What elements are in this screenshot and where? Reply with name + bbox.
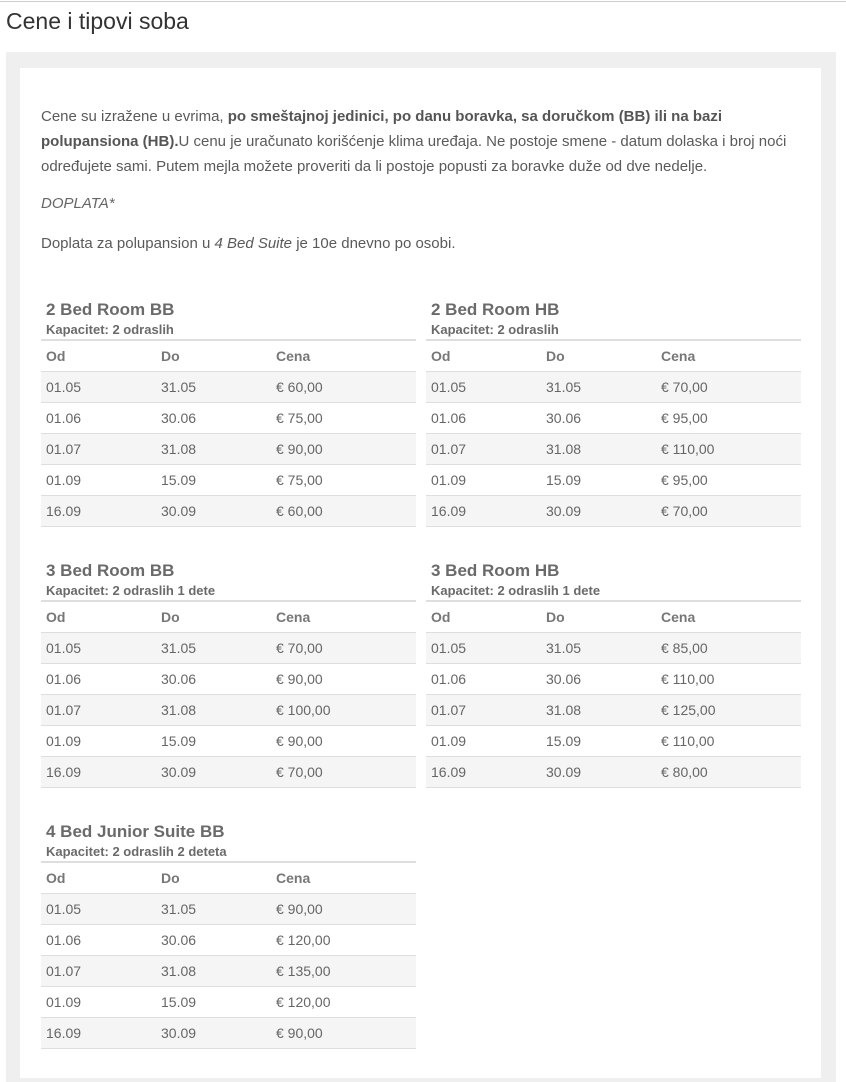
table-row	[41, 664, 416, 695]
date-to-cell: 30.06	[156, 925, 271, 956]
page-title: Cene i tipovi soba	[6, 8, 189, 34]
date-from-cell: 01.06	[41, 925, 156, 956]
column-header-to: Do	[541, 601, 656, 633]
room-block-3-bed-hb	[426, 560, 801, 788]
price-cell: € 70,00	[271, 757, 416, 788]
rates-table	[426, 600, 801, 788]
date-from-cell: 01.07	[426, 434, 541, 465]
date-to-cell: 30.09	[156, 496, 271, 527]
intro-bold: po smeštajnoj jedinici, po danu boravka, sa doručkom (BB) ili na bazi polupansiona (HB).	[41, 108, 723, 150]
date-from-cell: 01.05	[426, 633, 541, 664]
date-to-cell: 15.09	[541, 726, 656, 757]
date-to-cell: 15.09	[156, 987, 271, 1018]
table-header-row	[41, 862, 416, 894]
room-capacity: Kapacitet: 2 odraslih 1 dete	[431, 583, 601, 598]
date-from-cell: 01.09	[41, 987, 156, 1018]
room-name: 2 Bed Room BB	[46, 300, 175, 319]
price-cell: € 135,00	[271, 956, 416, 987]
table-row	[41, 372, 416, 403]
top-divider	[0, 1, 846, 2]
price-cell: € 90,00	[271, 434, 416, 465]
date-from-cell: 01.06	[41, 664, 156, 695]
table-row	[426, 726, 801, 757]
room-capacity: Kapacitet: 2 odraslih 1 dete	[46, 583, 216, 598]
column-header-from: Od	[426, 340, 541, 372]
doplata-text	[41, 235, 456, 252]
table-row	[426, 372, 801, 403]
date-to-cell: 30.06	[541, 403, 656, 434]
table-row	[41, 757, 416, 788]
doplata-heading: DOPLATA*	[41, 195, 115, 212]
date-to-cell: 31.05	[156, 372, 271, 403]
date-to-cell: 31.05	[156, 894, 271, 925]
date-from-cell: 01.05	[41, 894, 156, 925]
room-name: 3 Bed Room HB	[431, 561, 560, 580]
date-from-cell: 01.07	[41, 434, 156, 465]
room-block-4-bed-junior-suite-bb	[41, 821, 416, 1049]
column-header-price: Cena	[271, 601, 416, 633]
rates-table	[41, 600, 416, 788]
price-cell: € 100,00	[271, 695, 416, 726]
rates-table	[41, 339, 416, 527]
column-header-from: Od	[426, 601, 541, 633]
date-to-cell: 30.06	[156, 664, 271, 695]
date-from-cell: 01.09	[41, 465, 156, 496]
table-row	[426, 403, 801, 434]
price-cell: € 80,00	[656, 757, 801, 788]
doplata-before: Doplata za polupansion u	[41, 235, 215, 252]
table-row	[41, 925, 416, 956]
date-to-cell: 30.06	[156, 403, 271, 434]
date-from-cell: 01.07	[41, 956, 156, 987]
date-to-cell: 31.05	[541, 633, 656, 664]
table-row	[41, 633, 416, 664]
price-cell: € 120,00	[271, 925, 416, 956]
room-capacity: Kapacitet: 2 odraslih	[431, 322, 559, 337]
doplata-italic: 4 Bed Suite	[214, 235, 293, 252]
price-cell: € 95,00	[656, 465, 801, 496]
date-from-cell: 16.09	[426, 496, 541, 527]
price-cell: € 90,00	[271, 894, 416, 925]
table-row	[41, 695, 416, 726]
date-from-cell: 01.07	[41, 695, 156, 726]
date-to-cell: 30.09	[541, 496, 656, 527]
table-header-row	[41, 340, 416, 372]
date-from-cell: 16.09	[41, 1018, 156, 1049]
date-to-cell: 31.05	[541, 372, 656, 403]
table-header-row	[426, 601, 801, 633]
price-cell: € 60,00	[271, 496, 416, 527]
price-cell: € 90,00	[271, 1018, 416, 1049]
table-row	[41, 726, 416, 757]
date-from-cell: 01.09	[426, 726, 541, 757]
column-header-to: Do	[156, 340, 271, 372]
table-row	[41, 465, 416, 496]
room-block-3-bed-bb	[41, 560, 416, 788]
date-from-cell: 16.09	[41, 757, 156, 788]
intro-part2: U cenu je uračunato korišćenje klima uređaja. Ne postoje smene - datum dolaska i broj noći određujete sami. Putem mejla možete proveriti da li postoje popusti za boravke duže od dve nedelje.	[41, 133, 787, 175]
date-to-cell: 31.08	[541, 695, 656, 726]
column-header-from: Od	[41, 340, 156, 372]
date-to-cell: 31.08	[156, 695, 271, 726]
rates-table	[426, 339, 801, 527]
room-name: 4 Bed Junior Suite BB	[46, 822, 225, 841]
table-header-row	[41, 601, 416, 633]
table-row	[41, 987, 416, 1018]
table-row	[426, 465, 801, 496]
table-row	[41, 496, 416, 527]
intro-part1: Cene su izražene u evrima,	[41, 108, 228, 125]
date-to-cell: 30.09	[541, 757, 656, 788]
date-to-cell: 30.09	[156, 757, 271, 788]
price-cell: € 120,00	[271, 987, 416, 1018]
table-row	[41, 403, 416, 434]
price-cell: € 70,00	[656, 496, 801, 527]
date-from-cell: 01.06	[426, 403, 541, 434]
room-name: 2 Bed Room HB	[431, 300, 560, 319]
date-to-cell: 30.09	[156, 1018, 271, 1049]
date-from-cell: 16.09	[426, 757, 541, 788]
column-header-to: Do	[156, 601, 271, 633]
table-row	[41, 434, 416, 465]
column-header-price: Cena	[271, 340, 416, 372]
table-row	[41, 894, 416, 925]
room-name: 3 Bed Room BB	[46, 561, 175, 580]
date-from-cell: 01.06	[426, 664, 541, 695]
price-cell: € 85,00	[656, 633, 801, 664]
table-row	[426, 434, 801, 465]
table-row	[426, 633, 801, 664]
table-row	[426, 757, 801, 788]
column-header-price: Cena	[656, 340, 801, 372]
table-header-row	[426, 340, 801, 372]
price-cell: € 110,00	[656, 434, 801, 465]
table-row	[426, 496, 801, 527]
date-to-cell: 15.09	[541, 465, 656, 496]
table-row	[426, 695, 801, 726]
price-cell: € 90,00	[271, 664, 416, 695]
price-cell: € 75,00	[271, 465, 416, 496]
table-row	[41, 956, 416, 987]
room-capacity: Kapacitet: 2 odraslih 2 deteta	[46, 844, 227, 859]
room-block-2-bed-hb	[426, 299, 801, 527]
price-cell: € 90,00	[271, 726, 416, 757]
room-block-2-bed-bb	[41, 299, 416, 527]
date-from-cell: 16.09	[41, 496, 156, 527]
intro-text	[41, 104, 801, 179]
price-cell: € 75,00	[271, 403, 416, 434]
date-to-cell: 15.09	[156, 726, 271, 757]
date-to-cell: 15.09	[156, 465, 271, 496]
date-from-cell: 01.05	[41, 372, 156, 403]
date-from-cell: 01.05	[426, 372, 541, 403]
date-from-cell: 01.09	[426, 465, 541, 496]
column-header-to: Do	[156, 862, 271, 894]
price-cell: € 60,00	[271, 372, 416, 403]
price-cell: € 125,00	[656, 695, 801, 726]
table-row	[426, 664, 801, 695]
date-to-cell: 31.08	[541, 434, 656, 465]
date-from-cell: 01.06	[41, 403, 156, 434]
date-from-cell: 01.05	[41, 633, 156, 664]
table-row	[41, 1018, 416, 1049]
column-header-to: Do	[541, 340, 656, 372]
date-from-cell: 01.09	[41, 726, 156, 757]
column-header-from: Od	[41, 601, 156, 633]
doplata-after: je 10e dnevno po osobi.	[292, 235, 456, 252]
rates-table	[41, 861, 416, 1049]
column-header-from: Od	[41, 862, 156, 894]
column-header-price: Cena	[271, 862, 416, 894]
price-cell: € 70,00	[271, 633, 416, 664]
column-header-price: Cena	[656, 601, 801, 633]
price-cell: € 70,00	[656, 372, 801, 403]
date-to-cell: 31.05	[156, 633, 271, 664]
price-cell: € 110,00	[656, 664, 801, 695]
date-to-cell: 31.08	[156, 956, 271, 987]
date-to-cell: 30.06	[541, 664, 656, 695]
room-capacity: Kapacitet: 2 odraslih	[46, 322, 174, 337]
price-cell: € 95,00	[656, 403, 801, 434]
date-to-cell: 31.08	[156, 434, 271, 465]
date-from-cell: 01.07	[426, 695, 541, 726]
price-cell: € 110,00	[656, 726, 801, 757]
